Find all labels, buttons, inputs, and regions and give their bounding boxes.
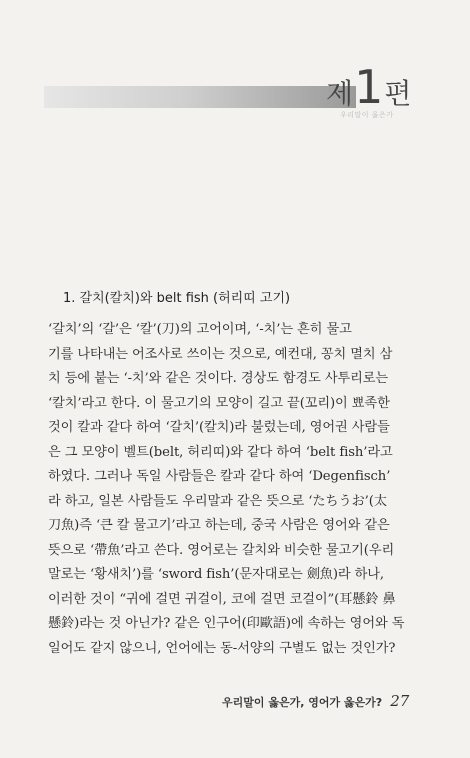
page-number: 27: [390, 692, 410, 710]
body-line: 치 등에 붙는 ‘-치’와 같은 것이다. 경상도 함경도 사투리로는: [48, 371, 389, 386]
body-line: 것이 칼과 같다 하여 ‘갈치’(칼치)라 불렀는데, 영어권 사람들: [48, 420, 390, 435]
body-line: 刀魚)즉 ‘큰 칼 물고기’라고 하는데, 중국 사람은 영어와 같은: [48, 518, 390, 533]
part-number: 1: [354, 60, 384, 114]
body-line: ‘갈치’의 ‘갈’은 ‘칼’(刀)의 고어이며, ‘-치’는 흔히 물고: [48, 322, 352, 337]
part-suffix: 편: [384, 77, 412, 110]
part-subtitle: 우리말이 옳은가: [340, 111, 394, 119]
body-line: 라 하고, 일본 사람들도 우리말과 같은 뜻으로 ‘たちうお’(太: [48, 493, 387, 509]
part-header-band: [44, 86, 356, 108]
body-line: ‘칼치’라고 한다. 이 물고기의 모양이 길고 끝(꼬리)이 뾰족한: [48, 395, 390, 411]
body-line: 懸鈴)라는 것 아닌가? 같은 인구어(印歐語)에 속하는 영어와 독: [48, 616, 405, 631]
body-line: 이러한 것이 “귀에 걸면 귀걸이, 코에 걸면 코걸이”(耳懸鈴 鼻: [48, 591, 396, 607]
section-heading: 1. 갈치(칼치)와 belt fish (허리띠 고기): [63, 291, 291, 306]
part-title: [326, 60, 412, 114]
body-line: 일어도 같지 않으니, 언어에는 동-서양의 구별도 없는 것인가?: [48, 640, 396, 656]
body-text: [48, 318, 404, 661]
page-footer: [222, 692, 409, 710]
body-line: 은 그 모양이 벨트(belt, 허리띠)와 같다 하여 ‘belt fish’라고: [48, 444, 393, 460]
running-title: 우리말이 옳은가, 영어가 옳은가?: [222, 696, 383, 709]
part-prefix: 제: [326, 77, 354, 110]
body-line: 뜻으로 ‘帶魚’라고 쓴다. 영어로는 갈치와 비슷한 물고기(우리: [48, 542, 395, 558]
body-line: 하였다. 그러나 독일 사람들은 칼과 같다 하여 ‘Degenfisch’: [48, 469, 391, 484]
body-line: 말로는 ‘황새치’)를 ‘sword fish’(문자대로는 劍魚)라 하나,: [48, 567, 385, 582]
body-line: 기를 나타내는 어조사로 쓰이는 것으로, 예컨대, 꽁치 멸치 삼: [48, 346, 393, 362]
